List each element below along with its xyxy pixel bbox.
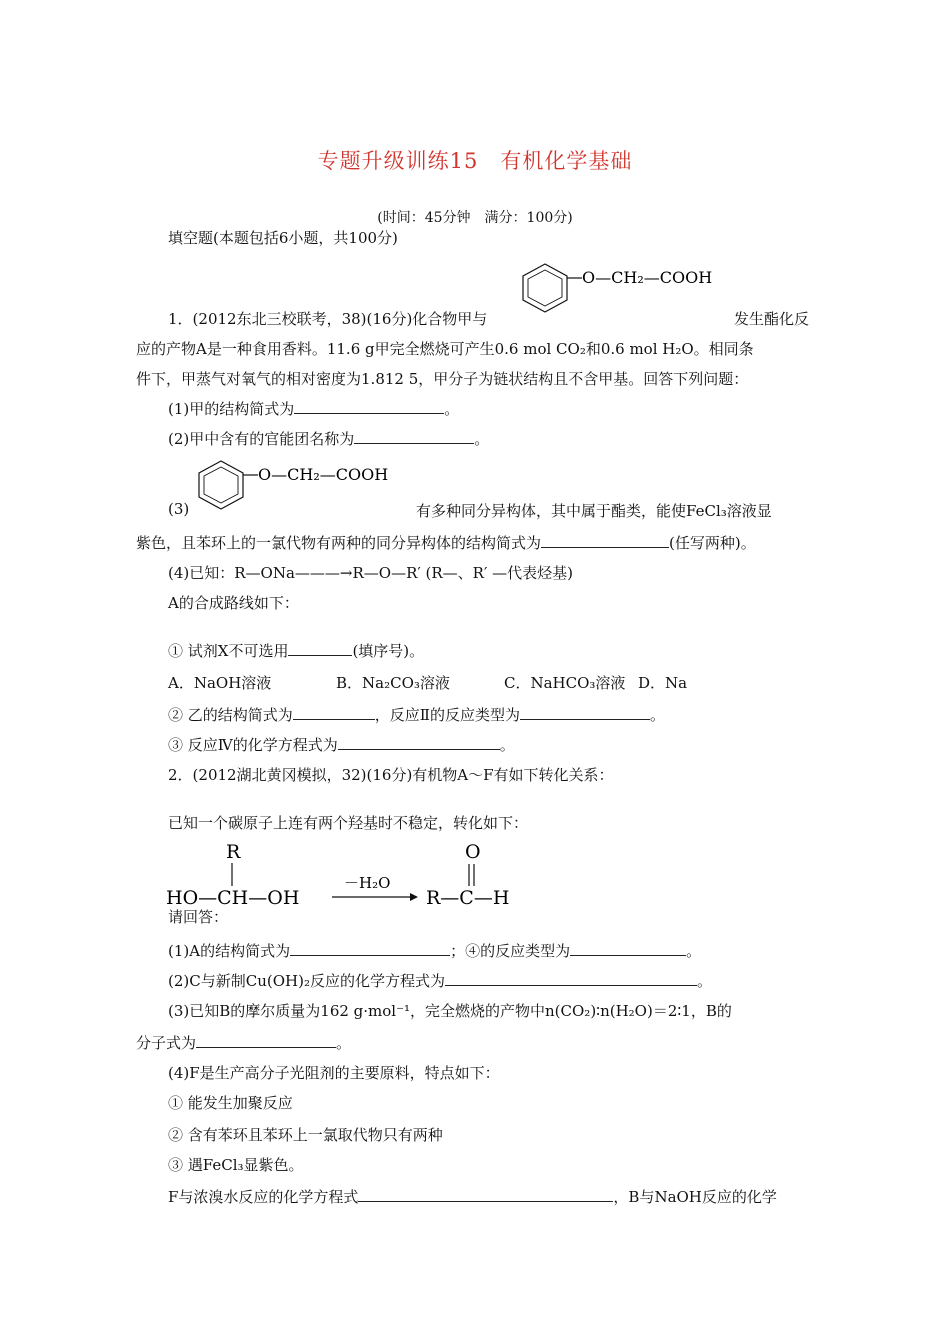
q1-part1-text: (1)甲的结构简式为 [168, 400, 295, 418]
q1-part2: (2)甲中含有的官能团名称为 。 [168, 430, 490, 448]
q1-part3-line2: 紫色，且苯环上的一氯代物有两种的同分异构体的结构简式为 (任写两种)。 [136, 534, 756, 552]
benzene-ring-inner [528, 270, 562, 306]
chain-text: O—CH₂—COOH [582, 268, 713, 287]
gem-diol-dehydration-reaction [166, 838, 536, 914]
q2-part3: (3)已知B的摩尔质量为162 g·mol⁻¹，完全燃烧的产物中n(CO₂)∶n(H₂O)＝2∶1，B的 [168, 1002, 732, 1020]
q1-part2-text: (2)甲中含有的官能团名称为 [168, 430, 355, 448]
q1-line2: 应的产物A是一种食用香料。11.6 g甲完全燃烧可产生0.6 mol CO₂和0.6 mol H₂O。相同条 [136, 340, 754, 358]
answer-blank[interactable] [520, 705, 650, 720]
gem-diol: HO—CH—OH [166, 887, 300, 909]
answer-blank[interactable] [445, 971, 697, 986]
q1-part1: (1)甲的结构简式为 。 [168, 400, 460, 418]
q1-sub2: ② 乙的结构简式为 ，反应Ⅱ的反应类型为 。 [168, 706, 665, 724]
q1-option-b: B．Na₂CO₃溶液 [336, 674, 450, 692]
q2-feature-1: ① 能发生加聚反应 [168, 1094, 293, 1112]
q1-option-c: C．NaHCO₃溶液 [504, 674, 626, 692]
q2-feature-3: ③ 遇FeCl₃显紫色。 [168, 1156, 304, 1174]
benzene-ring-inner [204, 467, 238, 503]
answer-blank[interactable] [293, 705, 375, 720]
answer-blank[interactable] [570, 941, 686, 956]
q1-line3: 件下，甲蒸气对氧气的相对密度为1.812 5，甲分子为链状结构且不含甲基。回答下列问题： [136, 370, 749, 388]
q2-part1: (1)A的结构简式为 ；④的反应类型为 。 [168, 942, 702, 960]
q2-part4: (4)F是生产高分子光阻剂的主要原料，特点如下： [168, 1064, 500, 1082]
q2-last-line: F与浓溴水反应的化学方程式 ，B与NaOH反应的化学 [168, 1188, 777, 1206]
r-substituent: R [226, 841, 241, 863]
q2-feature-2: ② 含有苯环且苯环上一氯取代物只有两种 [168, 1126, 443, 1144]
benzene-ring [199, 461, 243, 509]
q1-intro: 1．(2012东北三校联考，38)(16分)化合物甲与 [168, 310, 488, 328]
q1-part3-text: 有多种同分异构体，其中属于酯类，能使FeCl₃溶液显 [416, 502, 772, 520]
answer-blank[interactable] [358, 1187, 613, 1202]
time-info: (时间：45分钟 满分：100分) [377, 210, 573, 226]
q2-intro: 2．(2012湖北黄冈模拟，32)(16分)有机物A～F有如下转化关系： [168, 766, 614, 784]
q1-part3-label: (3) [168, 500, 190, 518]
answer-blank[interactable] [338, 735, 500, 750]
page-title: 专题升级训练15 有机化学基础 [317, 149, 633, 173]
chain-text: O—CH₂—COOH [258, 465, 389, 484]
q2-known: 已知一个碳原子上连有两个羟基时不稳定，转化如下： [168, 814, 529, 832]
answer-blank[interactable] [541, 533, 669, 548]
q2-part2: (2)C与新制Cu(OH)₂反应的化学方程式为 。 [168, 972, 712, 990]
q1-option-a: A．NaOH溶液 [168, 674, 272, 692]
benzene-ring [523, 264, 567, 312]
carbonyl-oxygen: O [465, 841, 481, 863]
arrow-condition: －H₂O [344, 874, 391, 892]
answer-blank[interactable] [354, 429, 474, 444]
q1-option-d: D．Na [638, 674, 688, 692]
q2-answer-heading: 请回答： [168, 908, 229, 926]
answer-blank[interactable] [288, 641, 352, 656]
answer-blank[interactable] [294, 399, 444, 414]
arrowhead [410, 893, 418, 901]
phenoxyacetic-acid-structure-2 [196, 455, 426, 515]
q1-route: A的合成路线如下： [168, 594, 299, 612]
section-heading: 填空题(本题包括6小题，共100分) [168, 229, 398, 247]
q1-intro-tail: 发生酯化反 [734, 310, 810, 328]
answer-blank[interactable] [196, 1033, 336, 1048]
q1-sub3: ③ 反应Ⅳ的化学方程式为 。 [168, 736, 515, 754]
phenoxyacetic-acid-structure-1 [520, 258, 740, 318]
answer-blank[interactable] [290, 941, 450, 956]
aldehyde: R—C—H [426, 887, 510, 909]
q2-part3-line2: 分子式为 。 [136, 1034, 352, 1052]
q1-part4: (4)已知：R—ONa———→R—O—R′ (R—、R′ —代表烃基) [168, 564, 574, 582]
q1-sub1: ① 试剂X不可选用 (填序号)。 [168, 642, 425, 660]
